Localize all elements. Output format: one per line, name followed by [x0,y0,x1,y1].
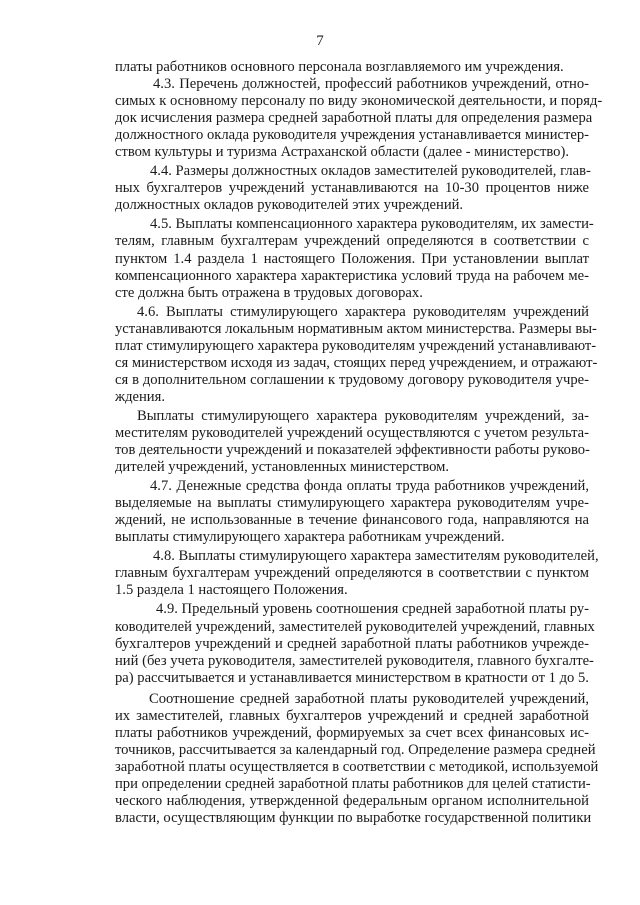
text-line: ся министерством исходя из задач, стоящих перед учреждением, и отражают- [115,354,598,371]
text-line: 4.9. Предельный уровень соотношения средней заработной платы ру- [156,601,589,618]
text-line: ждения. [115,388,165,405]
text-line: компенсационного характера характеристика условий труда на рабочем ме- [115,267,589,284]
text-line: симых к основному персоналу по виду экономической деятельности, и поряд- [115,93,603,110]
text-line: главным бухгалтерам учреждений определяются в соответствии с пунктом [115,565,589,582]
text-line: должностного оклада руководителя учреждения устанавливается министер- [115,127,589,144]
text-line: точников, рассчитывается за календарный год. Определение размера средней [115,741,596,758]
text-line: ний (без учета руководителя, заместителей руководителя, главного бухгалте- [115,652,594,669]
text-line: док исчисления размера средней заработной платы для определения размера [115,110,593,127]
text-line: их заместителей, главных бухгалтеров учреждений и средней заработной [115,707,589,724]
text-line: ждений, не использованные в течение финансового года, направляются на [115,512,589,529]
text-line: платы работников учреждений, формируемых за счет всех финансовых ис- [115,724,589,741]
text-line: власти, осуществляющим функции по выработке государственной политики [115,810,592,827]
text-line: дителей учреждений, установленных министерством. [115,459,450,476]
text-line: 4.5. Выплаты компенсационного характера руководителям, их замести- [150,216,594,233]
text-line: 1.5 раздела 1 настоящего Положения. [115,582,348,599]
text-line: пунктом 1.4 раздела 1 настоящего Положения. При установлении выплат [115,250,589,267]
text-line: 4.3. Перечень должностей, профессий работников учреждений, отно- [153,76,589,93]
text-line: плат стимулирующего характера руководителям учреждений устанавливают- [115,337,597,354]
text-line: заработной платы осуществляется в соответствии с методикой, используемой [115,758,599,775]
text-line: ководителей учреждений, заместителей руководителей учреждений, главных [115,618,595,635]
page-number: 7 [316,33,324,49]
text-line: должностных окладов руководителей этих учреждений. [115,197,464,214]
text-line: выделяемые на выплаты стимулирующего характера руководителям учре- [115,495,589,512]
text-line: при определении средней заработной платы работников для целей статисти- [115,775,591,792]
text-line: 4.7. Денежные средства фонда оплаты труда работников учреждений, [150,478,589,495]
text-line: 4.6. Выплаты стимулирующего характера руководителям учреждений [137,303,589,320]
text-line: ных бухгалтеров учреждений устанавливаются на 10-30 процентов ниже [115,180,589,197]
text-line: ся в дополнительном соглашении к трудовому договору руководителя учре- [115,371,589,388]
document-body [115,59,603,827]
text-line: 4.4. Размеры должностных окладов заместителей руководителей, глав- [150,163,591,180]
text-line: телям, главным бухгалтерам учреждений определяются в соответствии с [115,233,589,250]
text-line: 4.8. Выплаты стимулирующего характера заместителям руководителей, [153,548,599,565]
text-line: выплаты стимулирующего характера работникам учреждений. [115,529,505,546]
text-line: ческого наблюдения, утвержденной федеральным органом исполнительной [115,792,589,809]
text-line: Соотношение средней заработной платы руководителей учреждений, [149,690,589,707]
text-line: устанавливаются локальным нормативным актом министерства. Размеры вы- [115,320,597,337]
text-line: платы работников основного персонала возглавляемого им учреждения. [115,59,564,75]
text-line: местителям руководителей учреждений осуществляются с учетом результа- [115,424,589,441]
text-line: сте должна быть отражена в трудовых договорах. [115,284,423,301]
text-line: Выплаты стимулирующего характера руководителям учреждений, за- [137,407,589,424]
text-line: тов деятельности учреждений и показателей эффективности работы руково- [115,442,590,459]
text-line: ством культуры и туризма Астраханской области (далее - министерство). [115,144,569,161]
text-line: ра) рассчитывается и устанавливается министерством в кратности от 1 до 5. [115,669,589,686]
text-line: бухгалтеров учреждений и средней заработной платы работников учрежде- [115,635,589,652]
